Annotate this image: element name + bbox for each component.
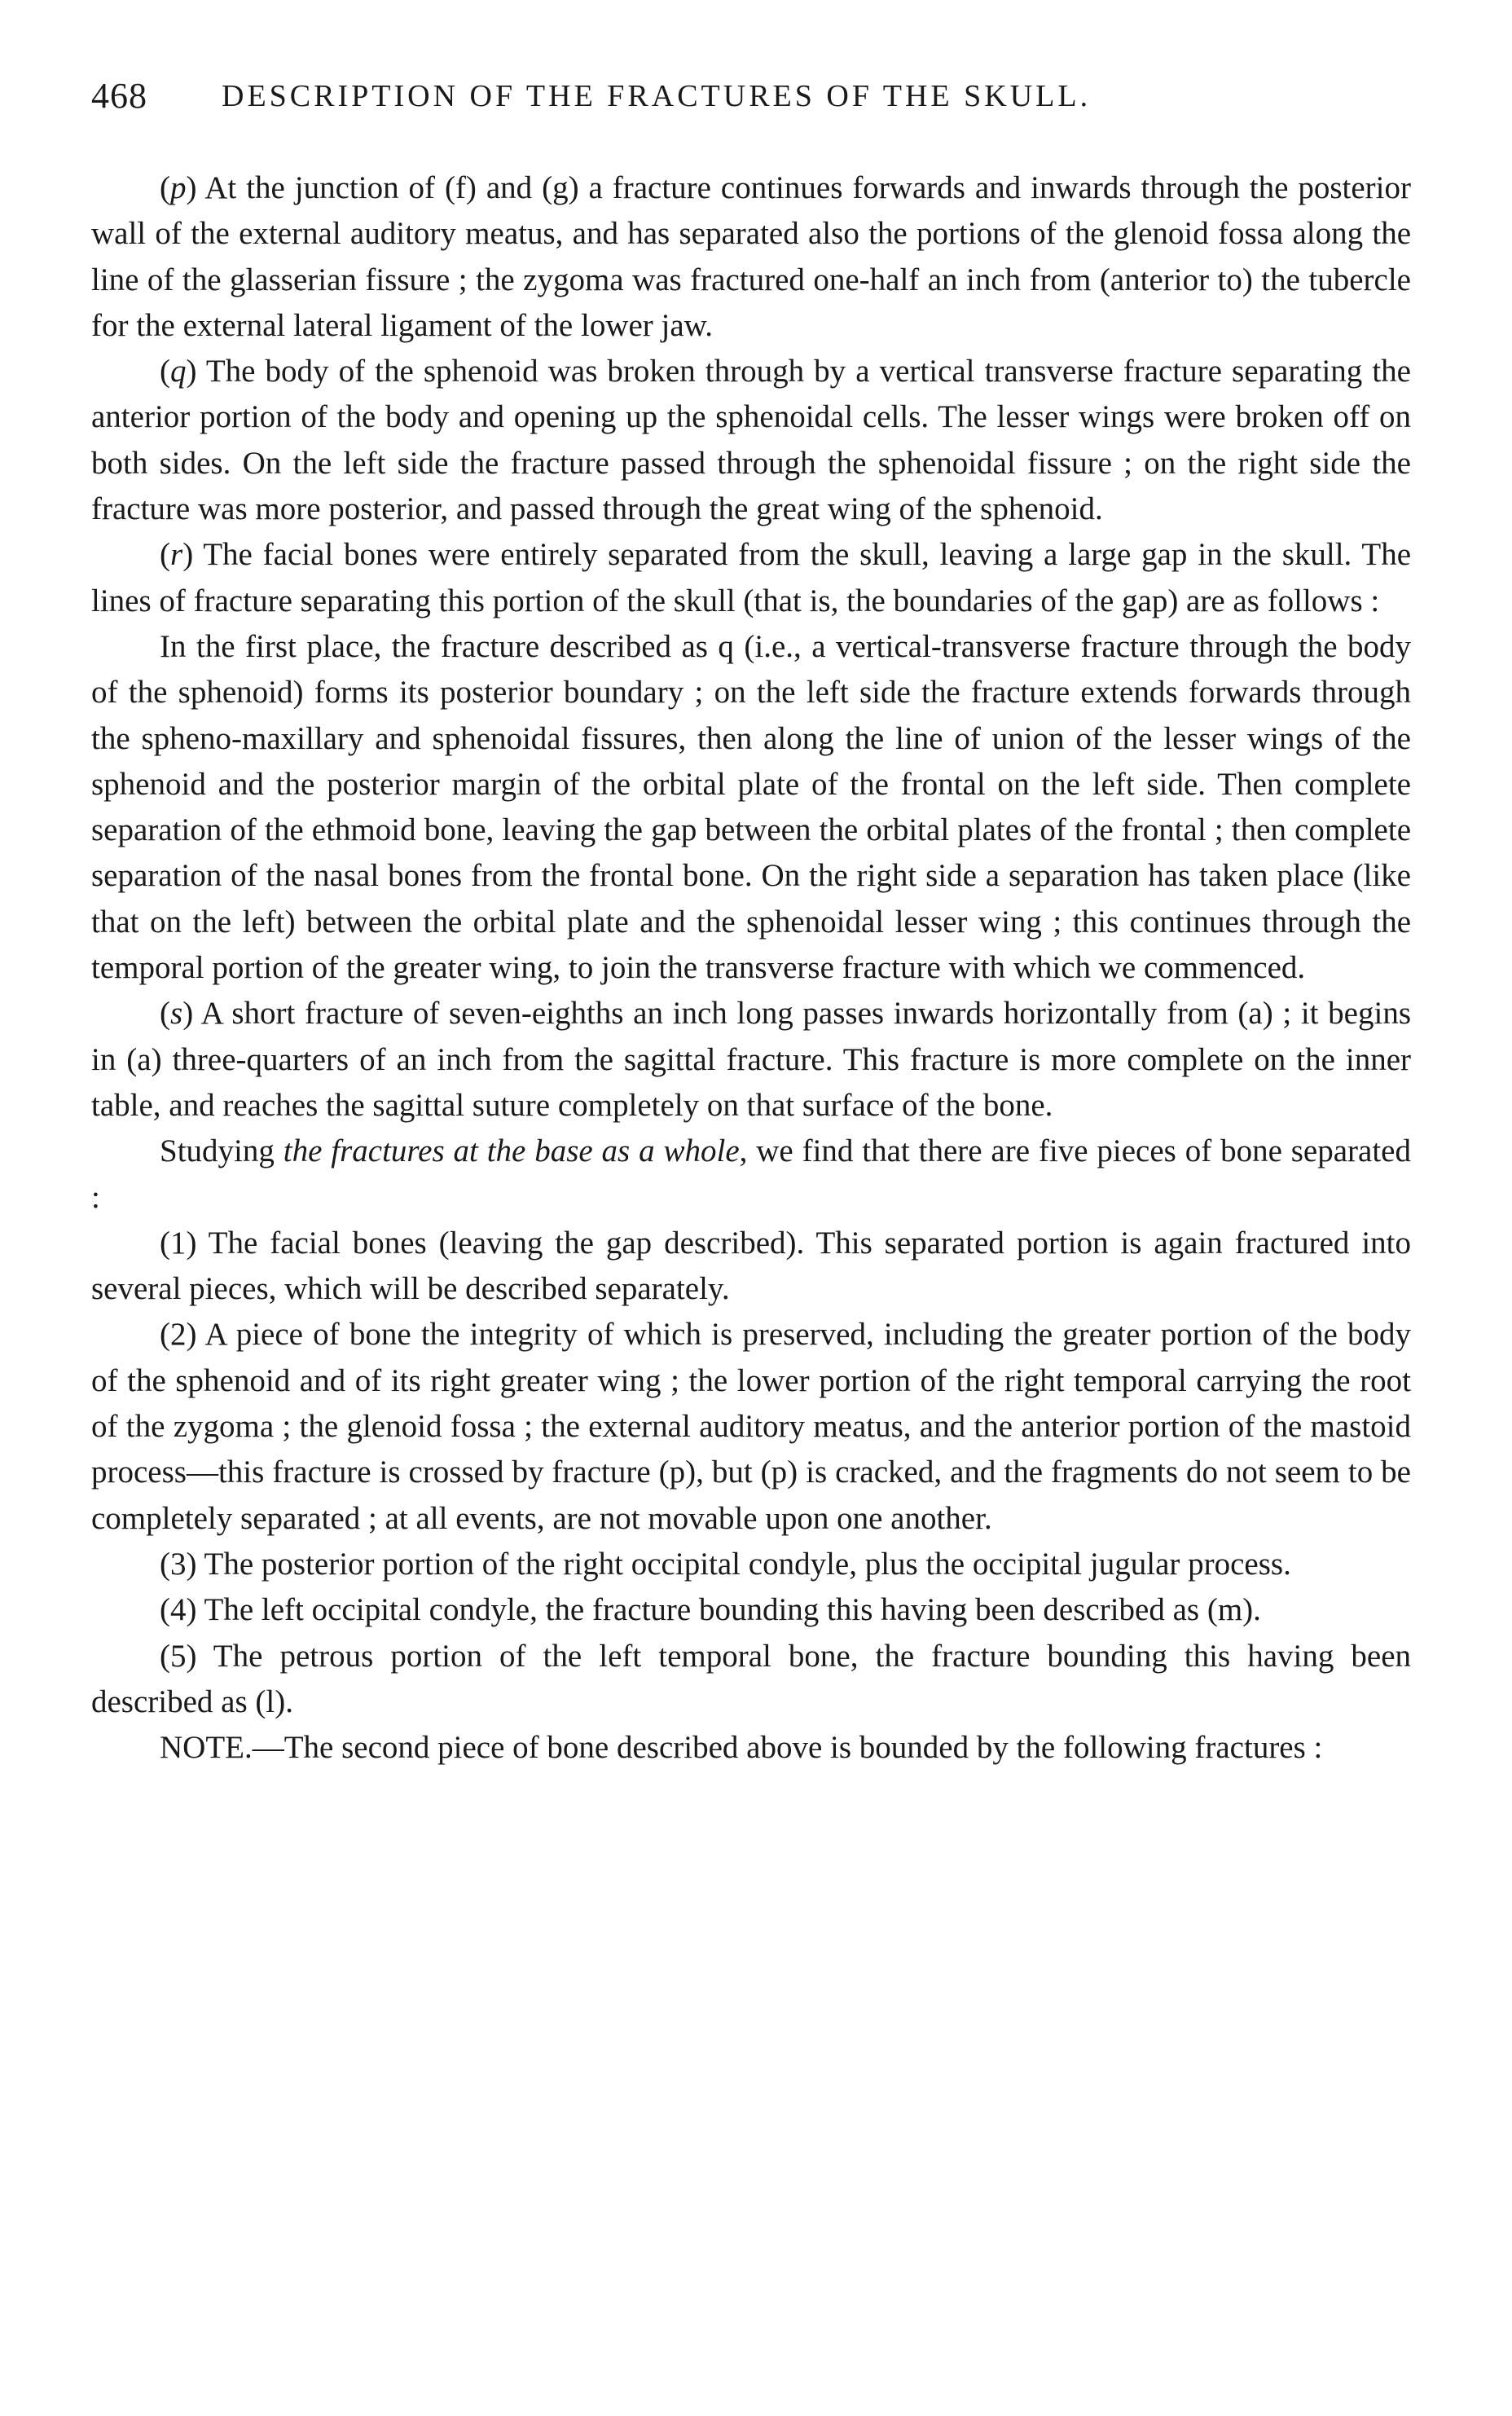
paragraph-item-4: (4) The left occipital condyle, the fracture bounding this having been described as (m).	[160, 1592, 1261, 1628]
paragraph-item-3: (3) The posterior portion of the right occipital condyle, plus the occipital jugular process.	[160, 1546, 1291, 1582]
page-header	[91, 75, 1427, 124]
paragraph-p: (p) At the junction of (f) and (g) a fracture continues forwards and inwards through the posterior wall of the external auditory meatus, and has separated also the portions of the glenoid fossa along the line of the glasserian fissure ; the zygoma was fractured one-half an inch from (anterior to) the tubercle for the external lateral ligament of the lower jaw.	[91, 170, 1411, 343]
paragraph-s: (s) A short fracture of seven-eighths an inch long passes inwards horizontally from (a) ; it begins in (a) three-quarters of an inch from the sagittal fracture. This fracture is more complete on the inner table, and reaches the sagittal suture completely on that surface of the bone.	[91, 996, 1411, 1123]
running-title: DESCRIPTION OF THE FRACTURES OF THE SKULL.	[222, 79, 1092, 113]
paragraph-r: (r) The facial bones were entirely separated from the skull, leaving a large gap in the skull. The lines of fracture separating this portion of the skull (that is, the boundaries of the gap) are as follows :	[91, 537, 1411, 618]
page-number: 468	[91, 76, 147, 116]
paragraph-first-place: In the first place, the fracture described as q (i.e., a vertical-transverse fracture through the body of the sphenoid) forms its posterior boundary ; on the left side the fracture extends forwards through the spheno-maxillary and sphenoidal fissures, then along the line of union of the lesser wings of the sphenoid and the posterior margin of the orbital plate of the frontal on the left side. Then complete separation of the ethmoid bone, leaving the gap between the orbital plates of the frontal ; then complete separation of the nasal bones from the frontal bone. On the right side a separation has taken place (like that on the left) between the orbital plate and the sphenoidal lesser wing ; this continues through the temporal portion of the greater wing, to join the transverse fracture with which we commenced.	[91, 628, 1411, 986]
body-text	[91, 165, 1411, 1771]
paragraph-item-2: (2) A piece of bone the integrity of which is preserved, including the greater portion of the body of the sphenoid and of its right greater wing ; the lower portion of the right temporal carrying the root of the zygoma ; the glenoid fossa ; the external auditory meatus, and the anterior portion of the mastoid process—this fracture is crossed by fracture (p), but (p) is cracked, and the fragments do not seem to be completely separated ; at all events, are not movable upon one another.	[91, 1317, 1411, 1536]
paragraph-q: (q) The body of the sphenoid was broken through by a vertical transverse fracture separating the anterior portion of the body and opening up the sphenoidal cells. The lesser wings were broken off on both sides. On the left side the fracture passed through the sphenoidal fissure ; on the right side the fracture was more posterior, and passed through the great wing of the sphenoid.	[91, 354, 1411, 527]
paragraph-item-1: (1) The facial bones (leaving the gap described). This separated portion is again fractured into several pieces, which will be described separately.	[91, 1225, 1411, 1307]
paragraph-item-5: (5) The petrous portion of the left temporal bone, the fracture bounding this having been described as (l).	[91, 1638, 1411, 1719]
paragraph-studying: Studying the fractures at the base as a whole, we find that there are five pieces of bone separated :	[91, 1133, 1411, 1215]
paragraph-note: NOTE.—The second piece of bone described above is bounded by the following fractures :	[160, 1730, 1323, 1766]
